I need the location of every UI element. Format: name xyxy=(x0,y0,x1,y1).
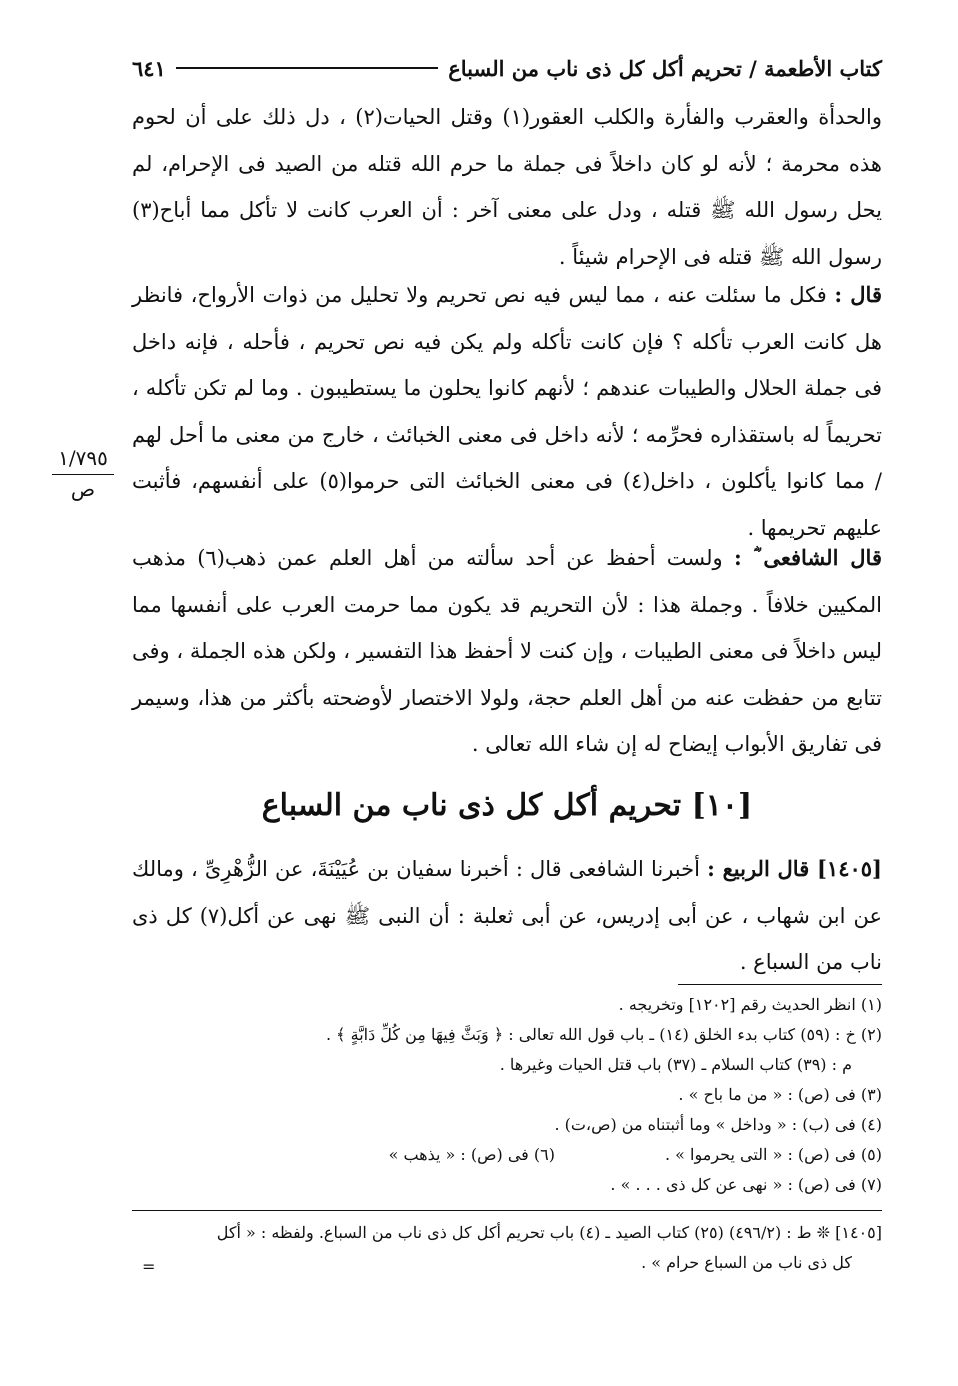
source-note xyxy=(132,1218,882,1278)
header-rule xyxy=(176,67,438,69)
paragraph-2-lead: قال : xyxy=(834,282,882,307)
paragraph-2 xyxy=(132,272,882,551)
footnote-2: (٢) خ : (٥٩) كتاب بدء الخلق (١٤) ـ باب قول الله تعالى : ﴿ وَبَثَّ فِيهَا مِن كُلِّ دَابَّةٍ ﴾ . xyxy=(325,1025,882,1044)
hadith-lead: [١٤٠٥] قال الربيع : xyxy=(707,856,882,881)
paragraph-1 xyxy=(132,94,882,280)
source-note-line-2: كل ذى ناب من السباع حرام » . xyxy=(641,1253,852,1272)
section-title: [١٠] تحريم أكل كل ذى ناب من السباع xyxy=(261,788,753,823)
footnote-6: (٦) فى (ص) : « يذهب » xyxy=(388,1145,555,1164)
footnote-3: (٣) فى (ص) : « من ما باح » . xyxy=(678,1085,882,1104)
footnotes xyxy=(132,990,882,1200)
footnote-5: (٥) فى (ص) : « التى يحرموا » . xyxy=(664,1145,882,1164)
margin-reference-letter: ص xyxy=(70,477,96,501)
paragraph-3-text: ولست أحفظ عن أحد سألته من أهل العلم عمن ذهب(٦) مذهب المكيين خلافاً . وجملة هذا : لأن التحريم قد يكون مما حرمت العرب على أنفسها مما ليس داخلاً فى معنى الطيبات ، وإن كنت لا أحفظ هذا التفسير ، ولكن هذه الجملة ، وفى تتابع من حفظت عنه من أهل العلم حجة، ولولا الاختصار لأوضحته بأكثر من هذا، وسيمر فى تفاريق الأبواب إيضاح له إن شاء الله تعالى . xyxy=(132,546,882,756)
paragraph-1-text: والحدأة والعقرب والفأرة والكلب العقور(١) وقتل الحيات(٢) ، دل ذلك على أن لحوم هذه محرمة ؛ لأنه لو كان داخلاً فى جملة ما حرم الله قتله من الصيد فى الإحرام، لم يحل رسول الله ﷺ قتله ، ودل على معنى آخر : أن العرب كانت لا تأكل مما أباح(٣) رسول الله ﷺ قتله فى الإحرام شيئاً . xyxy=(132,105,882,269)
footnote-2-continuation: م : (٣٩) كتاب السلام ـ (٣٧) باب قتل الحيات وغيرها . xyxy=(499,1055,852,1074)
continuation-mark: = xyxy=(142,1257,156,1276)
source-separator xyxy=(132,1210,882,1211)
footnote-row-5-6 xyxy=(132,1140,882,1170)
footnote-separator xyxy=(678,984,882,985)
hadith-paragraph xyxy=(132,846,882,986)
paragraph-2-text: فكل ما سئلت عنه ، مما ليس فيه نص تحريم ولا تحليل من ذوات الأرواح، فانظر هل كانت العرب تأكله ؟ فإن كانت تأكله ولم يكن فيه نص تحريم ، فأحله ، فإنه داخل فى جملة الحلال والطيبات عندهم ؛ لأنهم كانوا يحلون ما يستطيبون . وما لم تكن تأكله ، تحريماً له باستقذاره فحرِّمه ؛ لأنه داخل فى معنى الخبائث ، خارج من معنى ما أحل لهم / مما كانوا يأكلون ، داخل(٤) فى معنى الخبائث التى حرموا(٥) على أنفسهم، فأثبت عليهم تحريمها . xyxy=(132,283,883,540)
header-title: كتاب الأطعمة / تحريم أكل كل ذى ناب من السباع xyxy=(448,55,882,81)
margin-reference-number: ١/٧٩٥ xyxy=(52,444,114,475)
footnote-1: (١) انظر الحديث رقم [١٢٠٢] وتخريجه . xyxy=(618,995,882,1014)
paragraph-3-lead: قال الشافعى ؓ : xyxy=(733,545,882,570)
source-note-line-1: [١٤٠٥] ❊ ط : (٤٩٦/٢) (٢٥) كتاب الصيد ـ (٤) باب تحريم أكل كل ذى ناب من السباع. ولفظه : « أكل xyxy=(216,1223,882,1242)
running-header xyxy=(120,48,882,88)
margin-page-reference xyxy=(52,444,114,503)
footnote-7: (٧) فى (ص) : « نهى عن كل ذى . . . » . xyxy=(610,1175,882,1194)
page-number: ٦٤١ xyxy=(132,55,166,81)
footnote-4: (٤) فى (ب) : « وداخل » وما أثبتناه من (ص،ت) . xyxy=(554,1115,882,1134)
paragraph-3 xyxy=(132,535,882,768)
hadith-text: أخبرنا الشافعى قال : أخبرنا سفيان بن عُيَيْنَةَ، عن الزُّهْرِىِّ ، ومالك عن ابن شهاب ، عن أبى إدريس، عن أبى ثعلبة : أن النبى ﷺ نهى عن أكل(٧) كل ذى ناب من السباع . xyxy=(132,857,882,974)
